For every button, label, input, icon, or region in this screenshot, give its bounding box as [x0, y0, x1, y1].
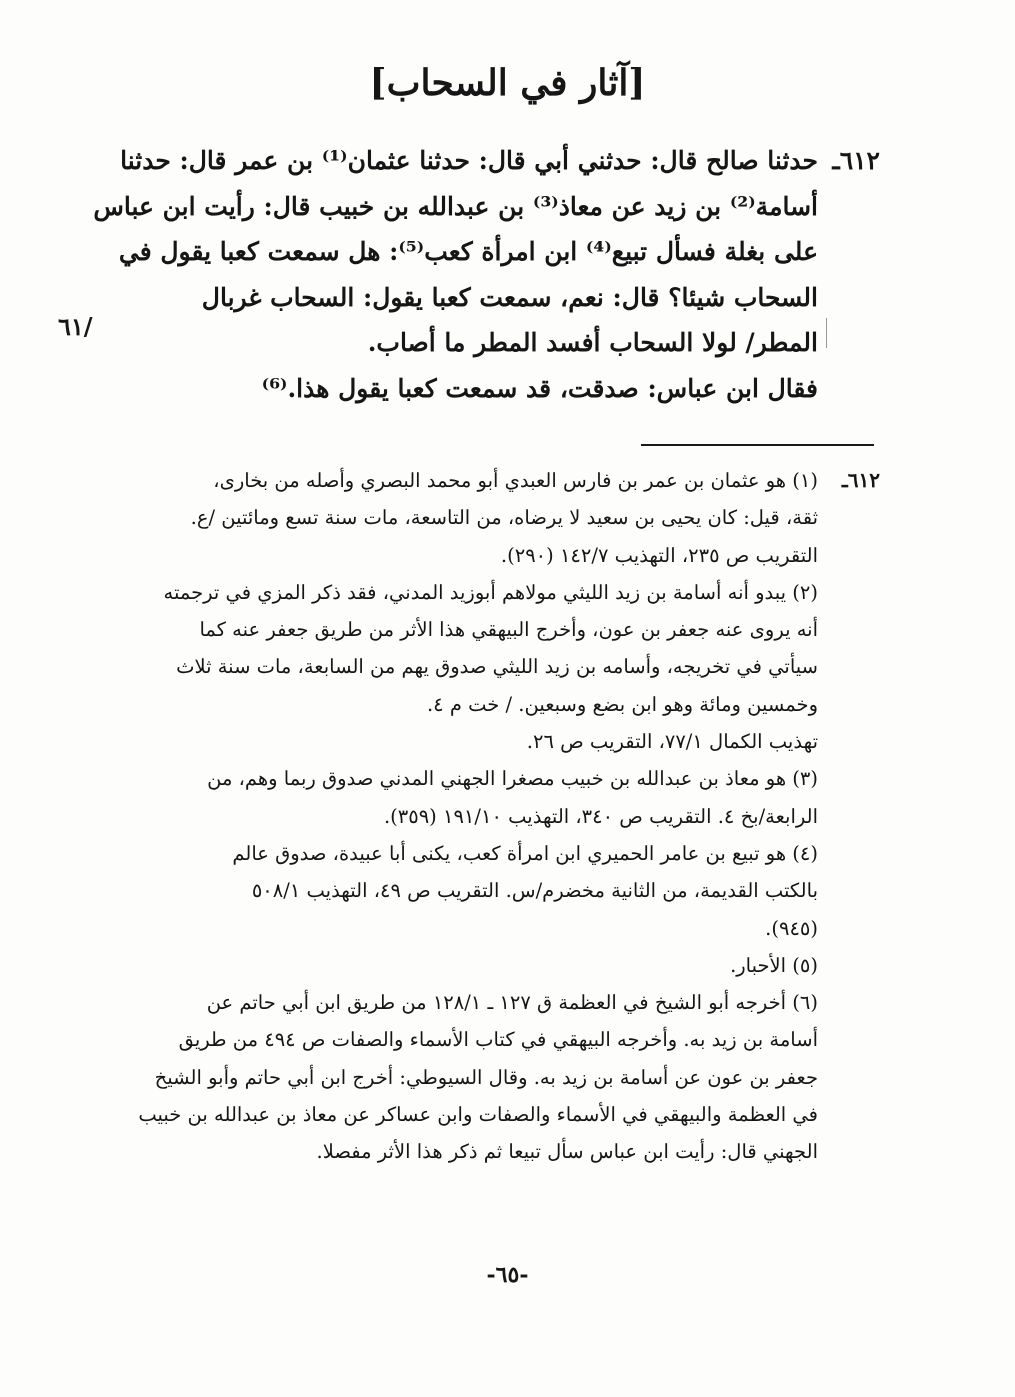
footnote-line: بالكتب القديمة، من الثانية مخضرم/س. التقريب ص ٤٩، التهذيب ٥٠٨/١: [251, 879, 818, 903]
footnote-line: تهذيب الكمال ٧٧/١، التقريب ص ٢٦.: [526, 730, 818, 754]
footnote-line: سيأتي في تخريجه، وأسامه بن زيد الليثي صدوق يهم من السابعة، مات سنة ثلاث: [176, 655, 818, 679]
main-line-text: حدثنا صالح قال: حدثني أبي قال: حدثنا عثمان⁽¹⁾ بن عمر قال: حدثنا: [120, 146, 818, 175]
footnote-line: (٥) الأحبار.: [730, 953, 818, 977]
footnote-line: أسامة بن زيد به. وأخرجه البيهقي في كتاب الأسماء والصفات ص ٤٩٤ من طريق: [178, 1028, 818, 1052]
main-line: أسامة⁽²⁾ بن زيد عن معاذ⁽³⁾ بن عبدالله بن خبيب قال: رأيت ابن عباس: [93, 191, 818, 221]
footnote-line: وخمسين ومائة وهو ابن بضع وسبعين. / خت م ٤.: [426, 692, 818, 716]
main-text: [93, 138, 880, 411]
footnote-line: [152, 462, 880, 499]
footnote-line-text: (١) هو عثمان بن عمر بن فارس العبدي أبو محمد البصري وأصله من بخارى،: [213, 469, 818, 492]
footnote-line: الرابعة/بخ ٤. التقريب ص ٣٤٠، التهذيب ١٩١/١٠ (٣٥٩).: [383, 804, 818, 828]
footnote-line: ثقة، قيل: كان يحيى بن سعيد لا يرضاه، من التاسعة، مات سنة تسع ومائتين /ع.: [190, 506, 818, 530]
footnote-line: في العظمة والبيهقي في الأسماء والصفات وابن عساكر عن معاذ بن عبدالله بن خبيب: [138, 1103, 818, 1127]
main-line: فقال ابن عباس: صدقت، قد سمعت كعبا يقول هذا.⁽⁶⁾: [261, 373, 818, 403]
footnote-line: (٤) هو تبيع بن عامر الحميري ابن امرأة كعب، يكنى أبا عبيدة، صدوق عالم: [232, 841, 818, 865]
footnote-separator: [641, 444, 874, 446]
footnote-group-number: ٦١٢ـ: [841, 468, 880, 492]
margin-marker-line: [826, 318, 827, 348]
main-line: [120, 138, 880, 184]
footnote-line: (٢) يبدو أنه أسامة بن زيد الليثي مولاهم أبوزيد المدني، فقد ذكر المزي في ترجمته: [163, 580, 818, 604]
main-line: على بغلة فسأل تبيع⁽⁴⁾ ابن امرأة كعب⁽⁵⁾: هل سمعت كعبا يقول في: [118, 237, 818, 266]
page-title: [آثار في السحاب]: [369, 62, 646, 104]
main-line: السحاب شيئا؟ قال: نعم، سمعت كعبا يقول: السحاب غربال: [201, 282, 818, 312]
footnote-line: الجهني قال: رأيت ابن عباس سأل تبيعا ثم ذكر هذا الأثر مفصلا.: [316, 1140, 818, 1164]
page-number: -٦٥-: [486, 1262, 529, 1288]
main-line: المطر/ لولا السحاب أفسد المطر ما أصاب.: [367, 328, 818, 357]
narration-number: ٦١٢ـ: [832, 146, 880, 175]
footnotes: [138, 462, 880, 1171]
footnote-line: (٣) هو معاذ بن عبدالله بن خبيب مصغرا الجهني المدني صدوق ربما وهم، من: [207, 767, 818, 791]
footnote-line: (٩٤٥).: [765, 916, 818, 940]
footnote-line: أنه يروى عنه جعفر بن عون، وأخرج البيهقي هذا الأثر من طريق جعفر عنه كما: [199, 618, 818, 642]
footnote-line: التقريب ص ٢٣٥، التهذيب ١٤٢/٧ (٢٩٠).: [500, 543, 818, 567]
manuscript-page-marker: ٦١/: [58, 312, 93, 341]
footnote-line: (٦) أخرجه أبو الشيخ في العظمة ق ١٢٧ ـ ١٢٨/١ من طريق ابن أبي حاتم عن: [206, 991, 818, 1015]
footnote-line: جعفر بن عون عن أسامة بن زيد به. وقال السيوطي: أخرج ابن أبي حاتم وأبو الشيخ: [154, 1065, 818, 1089]
